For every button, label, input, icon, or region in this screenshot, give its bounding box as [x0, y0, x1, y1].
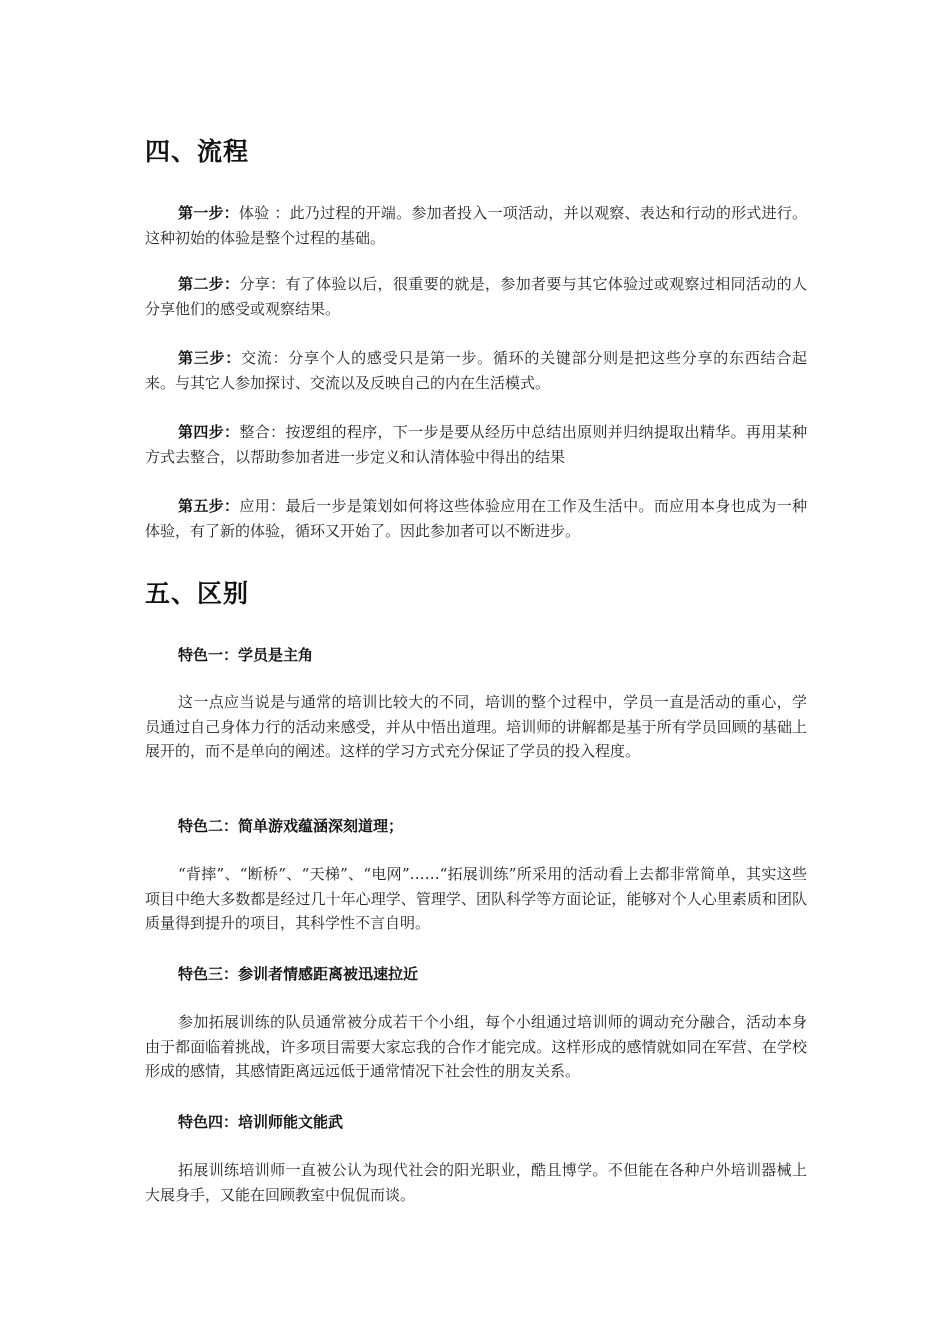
step-paragraph-3 — [145, 346, 807, 395]
step-label: 第三步： — [178, 349, 241, 367]
step-label: 第五步： — [178, 497, 240, 515]
feature-title-3: 特色三：参训者情感距离被迅速拉近 — [178, 965, 419, 983]
feature-paragraph-1: 这一点应当说是与通常的培训比较大的不同，培训的整个过程中，学员一直是活动的重心，学员通过自己身体力行的活动来感受，并从中悟出道理。培训师的讲解都是基于所有学员回顾的基础上展开的，而不是单向的阐述。这样的学习方式充分保证了学员的投入程度。 — [145, 693, 807, 760]
feature-paragraph-2: “背摔”、“断桥”、“天梯”、“电网”……“拓展训练”所采用的活动看上去都非常简单，其实这些项目中绝大多数都是经过几十年心理学、管理学、团队科学等方面论证，能够对个人心里素质和团队质量得到提升的项目，其科学性不言自明。 — [145, 865, 807, 932]
feature-paragraph-4: 拓展训练培训师一直被公认为现代社会的阳光职业，酷且博学。不但能在各种户外培训器械上大展身手，又能在回顾教室中侃侃而谈。 — [145, 1161, 807, 1204]
section-heading-difference: 五、区别 — [145, 579, 250, 608]
feature-title-4: 特色四：培训师能文能武 — [178, 1113, 344, 1131]
step-text: 交流：分享个人的感受只是第一步。循环的关键部分则是把这些分享的东西结合起来。与其它人参加探讨、交流以及反映自己的内在生活模式。 — [145, 349, 807, 392]
step-label: 第四步： — [178, 423, 240, 441]
section-heading-process: 四、流程 — [145, 137, 250, 166]
step-text: 体验 ：此乃过程的开端。参加者投入一项活动，并以观察、表达和行动的形式进行。这种初始的体验是整个过程的基础。 — [145, 204, 807, 247]
step-paragraph-4 — [145, 420, 807, 469]
step-text: 分享：有了体验以后，很重要的就是，参加者要与其它体验过或观察过相同活动的人分享他们的感受或观察结果。 — [145, 275, 807, 318]
step-text: 整合：按逻组的程序，下一步是要从经历中总结出原则并归纳提取出精华。再用某种方式去整合，以帮助参加者进一步定义和认清体验中得出的结果 — [145, 423, 807, 466]
step-label: 第二步： — [178, 275, 240, 293]
feature-title-1: 特色一：学员是主角 — [178, 646, 314, 664]
step-paragraph-2 — [145, 272, 807, 321]
step-label: 第一步： — [178, 204, 239, 222]
step-paragraph-5 — [145, 494, 807, 543]
step-text: 应用：最后一步是策划如何将这些体验应用在工作及生活中。而应用本身也成为一种体验，有了新的体验，循环又开始了。因此参加者可以不断进步。 — [145, 497, 807, 540]
feature-title-2: 特色二：简单游戏蕴涵深刻道理； — [178, 817, 404, 835]
feature-paragraph-3: 参加拓展训练的队员通常被分成若干个小组，每个小组通过培训师的调动充分融合，活动本身由于都面临着挑战，许多项目需要大家忘我的合作才能完成。这样形成的感情就如同在军营、在学校形成的感情，其感情距离远远低于通常情况下社会性的朋友关系。 — [145, 1013, 807, 1080]
step-paragraph-1 — [145, 201, 807, 250]
